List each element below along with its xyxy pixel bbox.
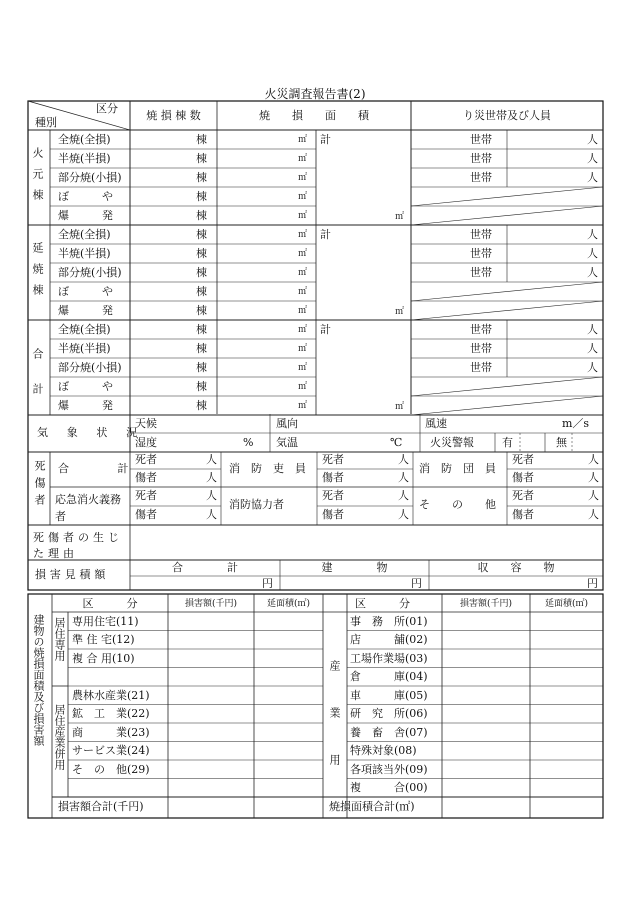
right-row-label: 複 合(00) bbox=[350, 781, 428, 794]
grid-line bbox=[411, 301, 603, 320]
casualty-shosha-label: 傷者 bbox=[135, 471, 157, 484]
weather-label: 気 象 状 況 bbox=[37, 426, 141, 439]
reason-label: 死傷者の生じた理由 bbox=[33, 531, 123, 560]
unit-setai: 世帯 bbox=[470, 133, 492, 146]
grid-line bbox=[411, 396, 603, 415]
unit-en: 円 bbox=[262, 577, 273, 590]
casualty-shisha-label: 死者 bbox=[135, 489, 157, 502]
unit-m2: ㎡ bbox=[298, 192, 308, 202]
kyoryoku-label: 消防協力者 bbox=[229, 498, 284, 511]
kubun-label: 区分 bbox=[96, 102, 118, 115]
unit-nin: 人 bbox=[206, 453, 217, 466]
unit-nin: 人 bbox=[398, 508, 409, 521]
left-row-label: 複 合 用(10) bbox=[72, 651, 135, 665]
casualty-shisha-label: 死者 bbox=[322, 489, 344, 502]
right-row-label: 特殊対象(08) bbox=[350, 744, 417, 757]
damage-type-label: 全焼(全損) bbox=[58, 323, 111, 336]
loss-contents-header: 収 容 物 bbox=[477, 561, 555, 574]
songai-left-header: 損害額(千円) bbox=[184, 599, 238, 609]
casualty-shisha-label: 死者 bbox=[512, 489, 534, 502]
unit-to: 棟 bbox=[196, 228, 207, 241]
shitsudo-label: 湿度 bbox=[135, 436, 157, 449]
unit-m2-total: ㎡ bbox=[395, 402, 405, 412]
menseki-left-header: 延面積(㎡) bbox=[266, 599, 311, 609]
shobo-ri-label: 消 防 吏 員 bbox=[229, 462, 306, 475]
footer-left-label: 損害額合計(千円) bbox=[58, 800, 144, 813]
unit-to: 棟 bbox=[196, 266, 207, 279]
unit-nin: 人 bbox=[588, 508, 599, 521]
unit-m2: ㎡ bbox=[298, 211, 308, 221]
casualty-shosha-label: 傷者 bbox=[135, 508, 157, 521]
unit-en: 円 bbox=[411, 577, 422, 590]
unit-nin: 人 bbox=[587, 247, 598, 260]
left-row-label: 準 住 宅(12) bbox=[72, 633, 135, 646]
unit-nin: 人 bbox=[587, 152, 598, 165]
grid-line bbox=[411, 187, 603, 206]
unit-nin: 人 bbox=[588, 453, 599, 466]
unit-setai: 世帯 bbox=[470, 323, 492, 336]
unit-to: 棟 bbox=[196, 247, 207, 260]
damage-type-label: 半焼(半損) bbox=[58, 247, 111, 260]
unit-nin: 人 bbox=[398, 489, 409, 502]
casualty-shisha-label: 死者 bbox=[512, 453, 534, 466]
damage-type-label: 爆 発 bbox=[58, 209, 113, 222]
keiho-label: 火災警報 bbox=[430, 436, 474, 449]
loss-total-header: 合 計 bbox=[172, 561, 238, 574]
damage-type-label: 部分焼(小損) bbox=[58, 266, 122, 279]
table-border bbox=[28, 594, 603, 818]
fusoku-unit: m／s bbox=[562, 417, 590, 430]
unit-to: 棟 bbox=[196, 209, 207, 222]
damage-type-label: 爆 発 bbox=[58, 304, 113, 317]
unit-setai: 世帯 bbox=[470, 247, 492, 260]
grid-line bbox=[411, 282, 603, 301]
left-row-label: 農林水産業(21) bbox=[72, 688, 150, 702]
industrial-label: 産業用 bbox=[328, 660, 341, 801]
shoson-tosu-header: 焼 損 棟 数 bbox=[146, 109, 201, 122]
unit-m2: ㎡ bbox=[298, 173, 308, 183]
kion-label: 気温 bbox=[276, 436, 298, 449]
casualty-shosha-label: 傷者 bbox=[512, 508, 534, 521]
loss-label: 損害見積額 bbox=[35, 568, 110, 581]
unit-m2: ㎡ bbox=[298, 325, 308, 335]
unit-to: 棟 bbox=[196, 342, 207, 355]
unit-nin: 人 bbox=[587, 342, 598, 355]
damage-type-label: 爆 発 bbox=[58, 399, 113, 412]
left-row-label: 専用住宅(11) bbox=[72, 614, 139, 628]
unit-nin: 人 bbox=[588, 471, 599, 484]
risai-header: り災世帯及び人員 bbox=[463, 109, 551, 122]
unit-nin: 人 bbox=[587, 266, 598, 279]
keiho-ari: 有 bbox=[502, 436, 513, 449]
unit-nin: 人 bbox=[587, 361, 598, 374]
damage-type-label: 部分焼(小損) bbox=[58, 171, 122, 184]
footer-right-label: 焼損面積合計(㎡) bbox=[329, 800, 415, 813]
right-row-label: 各項該当外(09) bbox=[350, 762, 428, 776]
oukyu-label: 応急消火義務者 bbox=[55, 493, 121, 523]
left-row-label: そ の 他(29) bbox=[72, 762, 150, 776]
left-row-label: 商 業(23) bbox=[72, 725, 150, 739]
keiho-nashi: 無 bbox=[556, 436, 567, 449]
unit-m2-total: ㎡ bbox=[395, 307, 405, 317]
unit-to: 棟 bbox=[196, 152, 207, 165]
unit-nin: 人 bbox=[206, 471, 217, 484]
unit-setai: 世帯 bbox=[470, 342, 492, 355]
songai-right-header: 損害額(千円) bbox=[459, 599, 513, 609]
right-row-label: 研 究 所(06) bbox=[350, 707, 428, 720]
right-row-label: 車 庫(05) bbox=[350, 688, 428, 702]
casualty-shosha-label: 傷者 bbox=[512, 471, 534, 484]
grid-line bbox=[411, 377, 603, 396]
group-label: 合計 bbox=[31, 347, 44, 418]
group-label: 火元棟 bbox=[31, 146, 44, 210]
damage-type-label: ぼ や bbox=[58, 380, 113, 393]
casualty-shisha-label: 死者 bbox=[135, 453, 157, 466]
right-row-label: 事 務 所(01) bbox=[350, 614, 428, 628]
unit-nin: 人 bbox=[206, 489, 217, 502]
left-row-label: サービス業(24) bbox=[72, 744, 150, 757]
kei-label: 計 bbox=[320, 133, 331, 146]
unit-m2: ㎡ bbox=[298, 135, 308, 145]
unit-m2: ㎡ bbox=[298, 268, 308, 278]
kei-label: 計 bbox=[320, 323, 331, 336]
unit-m2: ㎡ bbox=[298, 363, 308, 373]
unit-to: 棟 bbox=[196, 399, 207, 412]
casualty-shisha-label: 死者 bbox=[322, 453, 344, 466]
group-label: 延焼棟 bbox=[31, 241, 44, 305]
shitsudo-unit: % bbox=[243, 436, 254, 449]
tenko-label: 天候 bbox=[135, 417, 157, 430]
unit-to: 棟 bbox=[196, 171, 207, 184]
unit-setai: 世帯 bbox=[470, 171, 492, 184]
damage-type-label: 全焼(全損) bbox=[58, 228, 111, 241]
kubun-left-header: 区 分 bbox=[82, 597, 138, 610]
residential-mixed-label: 居住産業併用 bbox=[53, 704, 66, 770]
unit-m2: ㎡ bbox=[298, 382, 308, 392]
unit-en: 円 bbox=[587, 577, 598, 590]
menseki-right-header: 延面積(㎡) bbox=[544, 599, 589, 609]
unit-setai: 世帯 bbox=[470, 228, 492, 241]
unit-setai: 世帯 bbox=[470, 152, 492, 165]
unit-m2: ㎡ bbox=[298, 154, 308, 164]
unit-m2: ㎡ bbox=[298, 401, 308, 411]
unit-nin: 人 bbox=[587, 228, 598, 241]
damage-type-label: 全焼(全損) bbox=[58, 133, 111, 146]
unit-m2: ㎡ bbox=[298, 230, 308, 240]
shoson-menseki-header: 焼 損 面 積 bbox=[259, 109, 369, 122]
unit-m2: ㎡ bbox=[298, 344, 308, 354]
unit-to: 棟 bbox=[196, 285, 207, 298]
fuko-label: 風向 bbox=[276, 417, 298, 430]
unit-setai: 世帯 bbox=[470, 361, 492, 374]
unit-m2: ㎡ bbox=[298, 287, 308, 297]
right-row-label: 養 畜 舎(07) bbox=[350, 725, 428, 739]
right-row-label: 工場作業場(03) bbox=[350, 651, 428, 665]
unit-m2: ㎡ bbox=[298, 306, 308, 316]
grid-line bbox=[411, 206, 603, 225]
unit-to: 棟 bbox=[196, 361, 207, 374]
casualty-shosha-label: 傷者 bbox=[322, 508, 344, 521]
unit-to: 棟 bbox=[196, 323, 207, 336]
shubetsu-label: 種別 bbox=[35, 116, 57, 129]
left-row-label: 鉱 工 業(22) bbox=[72, 707, 150, 720]
kion-unit: ℃ bbox=[390, 436, 403, 449]
damage-type-label: 半焼(半損) bbox=[58, 342, 111, 355]
unit-to: 棟 bbox=[196, 380, 207, 393]
unit-setai: 世帯 bbox=[470, 266, 492, 279]
kei-label: 計 bbox=[320, 228, 331, 241]
fusoku-label: 風速 bbox=[425, 417, 447, 430]
damage-type-label: ぼ や bbox=[58, 190, 113, 203]
unit-nin: 人 bbox=[398, 471, 409, 484]
right-row-label: 店 舗(02) bbox=[350, 633, 428, 646]
sonota-label: そ の 他 bbox=[419, 498, 496, 511]
residential-exclusive-label: 居住専用 bbox=[53, 617, 66, 661]
damage-type-label: 半焼(半損) bbox=[58, 152, 111, 165]
casualty-total-label: 合 計 bbox=[58, 462, 133, 475]
unit-to: 棟 bbox=[196, 133, 207, 146]
right-row-label: 倉 庫(04) bbox=[350, 670, 428, 683]
unit-nin: 人 bbox=[398, 453, 409, 466]
unit-m2-total: ㎡ bbox=[395, 212, 405, 222]
shobo-dan-label: 消 防 団 員 bbox=[419, 462, 496, 475]
casualties-label: 死傷者 bbox=[33, 460, 46, 511]
damage-type-label: ぼ や bbox=[58, 285, 113, 298]
damage-type-label: 部分焼(小損) bbox=[58, 361, 122, 374]
unit-nin: 人 bbox=[587, 133, 598, 146]
loss-building-header: 建 物 bbox=[321, 561, 388, 574]
unit-to: 棟 bbox=[196, 304, 207, 317]
unit-nin: 人 bbox=[587, 323, 598, 336]
unit-nin: 人 bbox=[206, 508, 217, 521]
page-title: 火災調査報告書(2) bbox=[264, 87, 366, 101]
casualty-shosha-label: 傷者 bbox=[322, 471, 344, 484]
unit-nin: 人 bbox=[587, 171, 598, 184]
kubun-right-header: 区 分 bbox=[355, 597, 410, 610]
building-side-label: 建物の焼損面積及び損害額 bbox=[32, 614, 45, 746]
unit-m2: ㎡ bbox=[298, 249, 308, 259]
unit-nin: 人 bbox=[588, 489, 599, 502]
unit-to: 棟 bbox=[196, 190, 207, 203]
